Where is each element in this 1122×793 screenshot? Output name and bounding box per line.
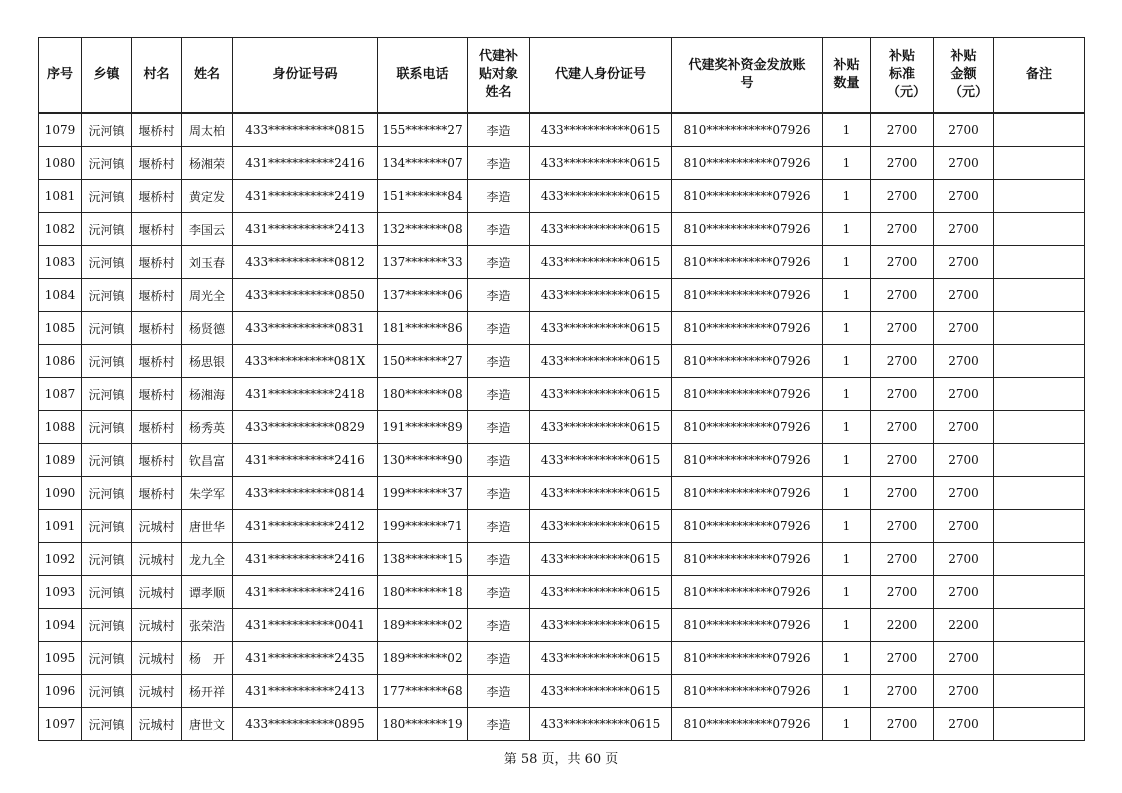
cell-quantity: 1 xyxy=(823,378,871,411)
cell-phone: 137*******06 xyxy=(378,279,468,312)
cell-name: 杨开祥 xyxy=(182,675,233,708)
cell-town: 沅河镇 xyxy=(82,510,132,543)
cell-id-number: 433***********0814 xyxy=(233,477,378,510)
table-row xyxy=(39,675,1085,708)
cell-remarks xyxy=(994,411,1085,444)
cell-town: 沅河镇 xyxy=(82,609,132,642)
cell-quantity: 1 xyxy=(823,675,871,708)
col-header-quantity: 补贴数量 xyxy=(823,38,871,114)
cell-phone: 189*******02 xyxy=(378,609,468,642)
cell-builder-name: 李造 xyxy=(468,246,530,279)
cell-quantity: 1 xyxy=(823,609,871,642)
cell-builder-name: 李造 xyxy=(468,675,530,708)
cell-remarks xyxy=(994,477,1085,510)
cell-builder-id: 433***********0615 xyxy=(530,147,672,180)
cell-name: 杨秀英 xyxy=(182,411,233,444)
cell-builder-id: 433***********0615 xyxy=(530,642,672,675)
col-header-index: 序号 xyxy=(39,38,82,114)
cell-quantity: 1 xyxy=(823,279,871,312)
cell-builder-name: 李造 xyxy=(468,378,530,411)
cell-amount: 2700 xyxy=(934,378,994,411)
subsidy-table xyxy=(38,37,1085,741)
cell-builder-name: 李造 xyxy=(468,411,530,444)
cell-town: 沅河镇 xyxy=(82,444,132,477)
cell-index: 1088 xyxy=(39,411,82,444)
cell-quantity: 1 xyxy=(823,213,871,246)
cell-village: 堰桥村 xyxy=(132,477,182,510)
header-row xyxy=(39,38,1085,114)
cell-account: 810***********07926 xyxy=(672,312,823,345)
cell-town: 沅河镇 xyxy=(82,642,132,675)
cell-standard: 2700 xyxy=(871,543,934,576)
cell-remarks xyxy=(994,543,1085,576)
table-row xyxy=(39,510,1085,543)
cell-account: 810***********07926 xyxy=(672,147,823,180)
cell-village: 堰桥村 xyxy=(132,279,182,312)
cell-account: 810***********07926 xyxy=(672,378,823,411)
cell-id-number: 431***********2435 xyxy=(233,642,378,675)
cell-id-number: 431***********2418 xyxy=(233,378,378,411)
cell-quantity: 1 xyxy=(823,708,871,741)
cell-village: 沅城村 xyxy=(132,576,182,609)
cell-standard: 2700 xyxy=(871,113,934,147)
cell-builder-name: 李造 xyxy=(468,576,530,609)
cell-amount: 2700 xyxy=(934,675,994,708)
cell-account: 810***********07926 xyxy=(672,213,823,246)
cell-account: 810***********07926 xyxy=(672,609,823,642)
cell-index: 1091 xyxy=(39,510,82,543)
table-row xyxy=(39,279,1085,312)
cell-standard: 2700 xyxy=(871,246,934,279)
cell-phone: 134*******07 xyxy=(378,147,468,180)
cell-quantity: 1 xyxy=(823,642,871,675)
cell-phone: 180*******18 xyxy=(378,576,468,609)
cell-phone: 177*******68 xyxy=(378,675,468,708)
col-header-account: 代建奖补资金发放账号 xyxy=(672,38,823,114)
cell-village: 沅城村 xyxy=(132,642,182,675)
cell-builder-id: 433***********0615 xyxy=(530,378,672,411)
cell-name: 杨 开 xyxy=(182,642,233,675)
cell-builder-id: 433***********0615 xyxy=(530,675,672,708)
cell-town: 沅河镇 xyxy=(82,213,132,246)
table-row xyxy=(39,378,1085,411)
cell-builder-id: 433***********0615 xyxy=(530,213,672,246)
cell-remarks xyxy=(994,113,1085,147)
cell-village: 堰桥村 xyxy=(132,444,182,477)
table-row xyxy=(39,147,1085,180)
cell-village: 堰桥村 xyxy=(132,345,182,378)
cell-amount: 2700 xyxy=(934,246,994,279)
cell-builder-name: 李造 xyxy=(468,180,530,213)
cell-builder-name: 李造 xyxy=(468,147,530,180)
cell-standard: 2700 xyxy=(871,213,934,246)
cell-account: 810***********07926 xyxy=(672,510,823,543)
cell-index: 1082 xyxy=(39,213,82,246)
cell-index: 1087 xyxy=(39,378,82,411)
cell-builder-name: 李造 xyxy=(468,312,530,345)
cell-id-number: 433***********0895 xyxy=(233,708,378,741)
cell-builder-name: 李造 xyxy=(468,113,530,147)
col-header-town: 乡镇 xyxy=(82,38,132,114)
table-row xyxy=(39,312,1085,345)
cell-name: 杨湘海 xyxy=(182,378,233,411)
cell-quantity: 1 xyxy=(823,113,871,147)
col-header-amount: 补贴金额（元） xyxy=(934,38,994,114)
cell-name: 黄定发 xyxy=(182,180,233,213)
cell-standard: 2700 xyxy=(871,345,934,378)
table-row xyxy=(39,576,1085,609)
cell-id-number: 433***********0812 xyxy=(233,246,378,279)
cell-builder-id: 433***********0615 xyxy=(530,510,672,543)
cell-town: 沅河镇 xyxy=(82,411,132,444)
cell-amount: 2700 xyxy=(934,312,994,345)
cell-name: 周太柏 xyxy=(182,113,233,147)
cell-standard: 2200 xyxy=(871,609,934,642)
cell-phone: 130*******90 xyxy=(378,444,468,477)
cell-id-number: 431***********2419 xyxy=(233,180,378,213)
cell-builder-id: 433***********0615 xyxy=(530,279,672,312)
cell-quantity: 1 xyxy=(823,345,871,378)
cell-village: 沅城村 xyxy=(132,708,182,741)
cell-town: 沅河镇 xyxy=(82,246,132,279)
cell-index: 1083 xyxy=(39,246,82,279)
cell-remarks xyxy=(994,378,1085,411)
cell-standard: 2700 xyxy=(871,378,934,411)
cell-village: 沅城村 xyxy=(132,543,182,576)
cell-id-number: 431***********2412 xyxy=(233,510,378,543)
table-row xyxy=(39,213,1085,246)
cell-builder-id: 433***********0615 xyxy=(530,246,672,279)
page-footer: 第 58 页，共 60 页 xyxy=(503,752,619,767)
cell-builder-name: 李造 xyxy=(468,279,530,312)
cell-name: 张荣浩 xyxy=(182,609,233,642)
cell-account: 810***********07926 xyxy=(672,477,823,510)
cell-standard: 2700 xyxy=(871,147,934,180)
cell-index: 1095 xyxy=(39,642,82,675)
cell-quantity: 1 xyxy=(823,312,871,345)
cell-amount: 2700 xyxy=(934,279,994,312)
cell-builder-name: 李造 xyxy=(468,444,530,477)
cell-id-number: 433***********0850 xyxy=(233,279,378,312)
table-row xyxy=(39,113,1085,147)
cell-amount: 2700 xyxy=(934,642,994,675)
cell-id-number: 431***********2413 xyxy=(233,675,378,708)
cell-amount: 2700 xyxy=(934,213,994,246)
cell-account: 810***********07926 xyxy=(672,576,823,609)
col-header-builder-name: 代建补贴对象姓名 xyxy=(468,38,530,114)
table-row xyxy=(39,411,1085,444)
cell-remarks xyxy=(994,708,1085,741)
cell-id-number: 433***********0829 xyxy=(233,411,378,444)
cell-builder-id: 433***********0615 xyxy=(530,113,672,147)
table-row xyxy=(39,345,1085,378)
cell-index: 1084 xyxy=(39,279,82,312)
cell-builder-name: 李造 xyxy=(468,213,530,246)
cell-account: 810***********07926 xyxy=(672,279,823,312)
cell-index: 1090 xyxy=(39,477,82,510)
cell-standard: 2700 xyxy=(871,312,934,345)
cell-town: 沅河镇 xyxy=(82,675,132,708)
cell-id-number: 433***********0815 xyxy=(233,113,378,147)
cell-amount: 2700 xyxy=(934,510,994,543)
cell-phone: 155*******27 xyxy=(378,113,468,147)
cell-quantity: 1 xyxy=(823,246,871,279)
cell-town: 沅河镇 xyxy=(82,477,132,510)
cell-standard: 2700 xyxy=(871,510,934,543)
cell-standard: 2700 xyxy=(871,675,934,708)
cell-amount: 2700 xyxy=(934,345,994,378)
cell-amount: 2700 xyxy=(934,444,994,477)
cell-builder-id: 433***********0615 xyxy=(530,444,672,477)
cell-index: 1086 xyxy=(39,345,82,378)
cell-id-number: 431***********0041 xyxy=(233,609,378,642)
cell-name: 唐世文 xyxy=(182,708,233,741)
cell-builder-id: 433***********0615 xyxy=(530,477,672,510)
cell-amount: 2700 xyxy=(934,411,994,444)
cell-village: 堰桥村 xyxy=(132,113,182,147)
table-row xyxy=(39,246,1085,279)
cell-town: 沅河镇 xyxy=(82,543,132,576)
cell-village: 堰桥村 xyxy=(132,213,182,246)
cell-town: 沅河镇 xyxy=(82,312,132,345)
cell-quantity: 1 xyxy=(823,147,871,180)
cell-town: 沅河镇 xyxy=(82,378,132,411)
table-row xyxy=(39,180,1085,213)
cell-remarks xyxy=(994,609,1085,642)
cell-name: 周光全 xyxy=(182,279,233,312)
cell-town: 沅河镇 xyxy=(82,180,132,213)
cell-village: 沅城村 xyxy=(132,675,182,708)
cell-index: 1079 xyxy=(39,113,82,147)
cell-quantity: 1 xyxy=(823,576,871,609)
cell-village: 沅城村 xyxy=(132,609,182,642)
cell-index: 1096 xyxy=(39,675,82,708)
cell-builder-name: 李造 xyxy=(468,477,530,510)
cell-phone: 181*******86 xyxy=(378,312,468,345)
cell-id-number: 431***********2416 xyxy=(233,576,378,609)
col-header-id-number: 身份证号码 xyxy=(233,38,378,114)
cell-name: 朱学军 xyxy=(182,477,233,510)
cell-builder-id: 433***********0615 xyxy=(530,708,672,741)
cell-builder-id: 433***********0615 xyxy=(530,543,672,576)
cell-builder-name: 李造 xyxy=(468,642,530,675)
cell-phone: 137*******33 xyxy=(378,246,468,279)
cell-amount: 2700 xyxy=(934,576,994,609)
table-row xyxy=(39,444,1085,477)
cell-account: 810***********07926 xyxy=(672,543,823,576)
cell-remarks xyxy=(994,444,1085,477)
cell-village: 堰桥村 xyxy=(132,312,182,345)
cell-phone: 180*******19 xyxy=(378,708,468,741)
cell-amount: 2700 xyxy=(934,708,994,741)
cell-phone: 132*******08 xyxy=(378,213,468,246)
cell-builder-name: 李造 xyxy=(468,510,530,543)
cell-amount: 2700 xyxy=(934,147,994,180)
cell-phone: 191*******89 xyxy=(378,411,468,444)
cell-name: 谭孝顺 xyxy=(182,576,233,609)
cell-quantity: 1 xyxy=(823,543,871,576)
cell-village: 堰桥村 xyxy=(132,147,182,180)
col-header-remarks: 备注 xyxy=(994,38,1085,114)
cell-account: 810***********07926 xyxy=(672,444,823,477)
cell-name: 李国云 xyxy=(182,213,233,246)
cell-town: 沅河镇 xyxy=(82,576,132,609)
cell-village: 堰桥村 xyxy=(132,378,182,411)
cell-standard: 2700 xyxy=(871,444,934,477)
cell-account: 810***********07926 xyxy=(672,246,823,279)
cell-quantity: 1 xyxy=(823,180,871,213)
cell-phone: 199*******71 xyxy=(378,510,468,543)
cell-quantity: 1 xyxy=(823,477,871,510)
table-row xyxy=(39,543,1085,576)
cell-builder-name: 李造 xyxy=(468,345,530,378)
col-header-standard: 补贴标准（元） xyxy=(871,38,934,114)
cell-id-number: 431***********2416 xyxy=(233,444,378,477)
cell-id-number: 431***********2416 xyxy=(233,543,378,576)
col-header-builder-id: 代建人身份证号 xyxy=(530,38,672,114)
cell-town: 沅河镇 xyxy=(82,345,132,378)
cell-index: 1081 xyxy=(39,180,82,213)
cell-builder-id: 433***********0615 xyxy=(530,312,672,345)
cell-builder-name: 李造 xyxy=(468,543,530,576)
cell-builder-name: 李造 xyxy=(468,609,530,642)
col-header-phone: 联系电话 xyxy=(378,38,468,114)
cell-village: 堰桥村 xyxy=(132,180,182,213)
cell-quantity: 1 xyxy=(823,411,871,444)
cell-quantity: 1 xyxy=(823,510,871,543)
cell-remarks xyxy=(994,180,1085,213)
cell-amount: 2700 xyxy=(934,180,994,213)
cell-index: 1094 xyxy=(39,609,82,642)
cell-builder-id: 433***********0615 xyxy=(530,180,672,213)
cell-account: 810***********07926 xyxy=(672,411,823,444)
cell-builder-id: 433***********0615 xyxy=(530,609,672,642)
cell-index: 1089 xyxy=(39,444,82,477)
cell-name: 杨思银 xyxy=(182,345,233,378)
cell-remarks xyxy=(994,576,1085,609)
cell-quantity: 1 xyxy=(823,444,871,477)
cell-id-number: 433***********0831 xyxy=(233,312,378,345)
cell-town: 沅河镇 xyxy=(82,147,132,180)
cell-name: 杨贤德 xyxy=(182,312,233,345)
cell-id-number: 431***********2416 xyxy=(233,147,378,180)
cell-name: 龙九全 xyxy=(182,543,233,576)
cell-index: 1097 xyxy=(39,708,82,741)
cell-phone: 138*******15 xyxy=(378,543,468,576)
cell-name: 刘玉春 xyxy=(182,246,233,279)
cell-standard: 2700 xyxy=(871,411,934,444)
cell-remarks xyxy=(994,279,1085,312)
cell-town: 沅河镇 xyxy=(82,708,132,741)
table-row xyxy=(39,477,1085,510)
cell-remarks xyxy=(994,510,1085,543)
cell-account: 810***********07926 xyxy=(672,708,823,741)
cell-builder-name: 李造 xyxy=(468,708,530,741)
col-header-name: 姓名 xyxy=(182,38,233,114)
cell-remarks xyxy=(994,312,1085,345)
cell-village: 堰桥村 xyxy=(132,246,182,279)
cell-account: 810***********07926 xyxy=(672,113,823,147)
cell-phone: 150*******27 xyxy=(378,345,468,378)
cell-account: 810***********07926 xyxy=(672,180,823,213)
cell-amount: 2200 xyxy=(934,609,994,642)
table-row xyxy=(39,609,1085,642)
cell-account: 810***********07926 xyxy=(672,642,823,675)
cell-account: 810***********07926 xyxy=(672,675,823,708)
cell-account: 810***********07926 xyxy=(672,345,823,378)
cell-name: 唐世华 xyxy=(182,510,233,543)
cell-index: 1085 xyxy=(39,312,82,345)
cell-amount: 2700 xyxy=(934,113,994,147)
cell-remarks xyxy=(994,675,1085,708)
table-row xyxy=(39,642,1085,675)
cell-builder-id: 433***********0615 xyxy=(530,411,672,444)
cell-id-number: 433***********081X xyxy=(233,345,378,378)
cell-standard: 2700 xyxy=(871,642,934,675)
cell-phone: 180*******08 xyxy=(378,378,468,411)
cell-name: 杨湘荣 xyxy=(182,147,233,180)
cell-remarks xyxy=(994,213,1085,246)
cell-phone: 151*******84 xyxy=(378,180,468,213)
cell-amount: 2700 xyxy=(934,543,994,576)
cell-builder-id: 433***********0615 xyxy=(530,345,672,378)
cell-name: 钦昌富 xyxy=(182,444,233,477)
cell-index: 1092 xyxy=(39,543,82,576)
cell-remarks xyxy=(994,147,1085,180)
cell-standard: 2700 xyxy=(871,279,934,312)
table-row xyxy=(39,708,1085,741)
cell-town: 沅河镇 xyxy=(82,279,132,312)
cell-id-number: 431***********2413 xyxy=(233,213,378,246)
cell-standard: 2700 xyxy=(871,180,934,213)
cell-amount: 2700 xyxy=(934,477,994,510)
cell-standard: 2700 xyxy=(871,576,934,609)
cell-village: 堰桥村 xyxy=(132,411,182,444)
cell-village: 沅城村 xyxy=(132,510,182,543)
cell-phone: 189*******02 xyxy=(378,642,468,675)
cell-standard: 2700 xyxy=(871,708,934,741)
cell-town: 沅河镇 xyxy=(82,113,132,147)
cell-remarks xyxy=(994,246,1085,279)
cell-builder-id: 433***********0615 xyxy=(530,576,672,609)
cell-standard: 2700 xyxy=(871,477,934,510)
cell-remarks xyxy=(994,642,1085,675)
col-header-village: 村名 xyxy=(132,38,182,114)
cell-remarks xyxy=(994,345,1085,378)
cell-index: 1080 xyxy=(39,147,82,180)
cell-index: 1093 xyxy=(39,576,82,609)
cell-phone: 199*******37 xyxy=(378,477,468,510)
